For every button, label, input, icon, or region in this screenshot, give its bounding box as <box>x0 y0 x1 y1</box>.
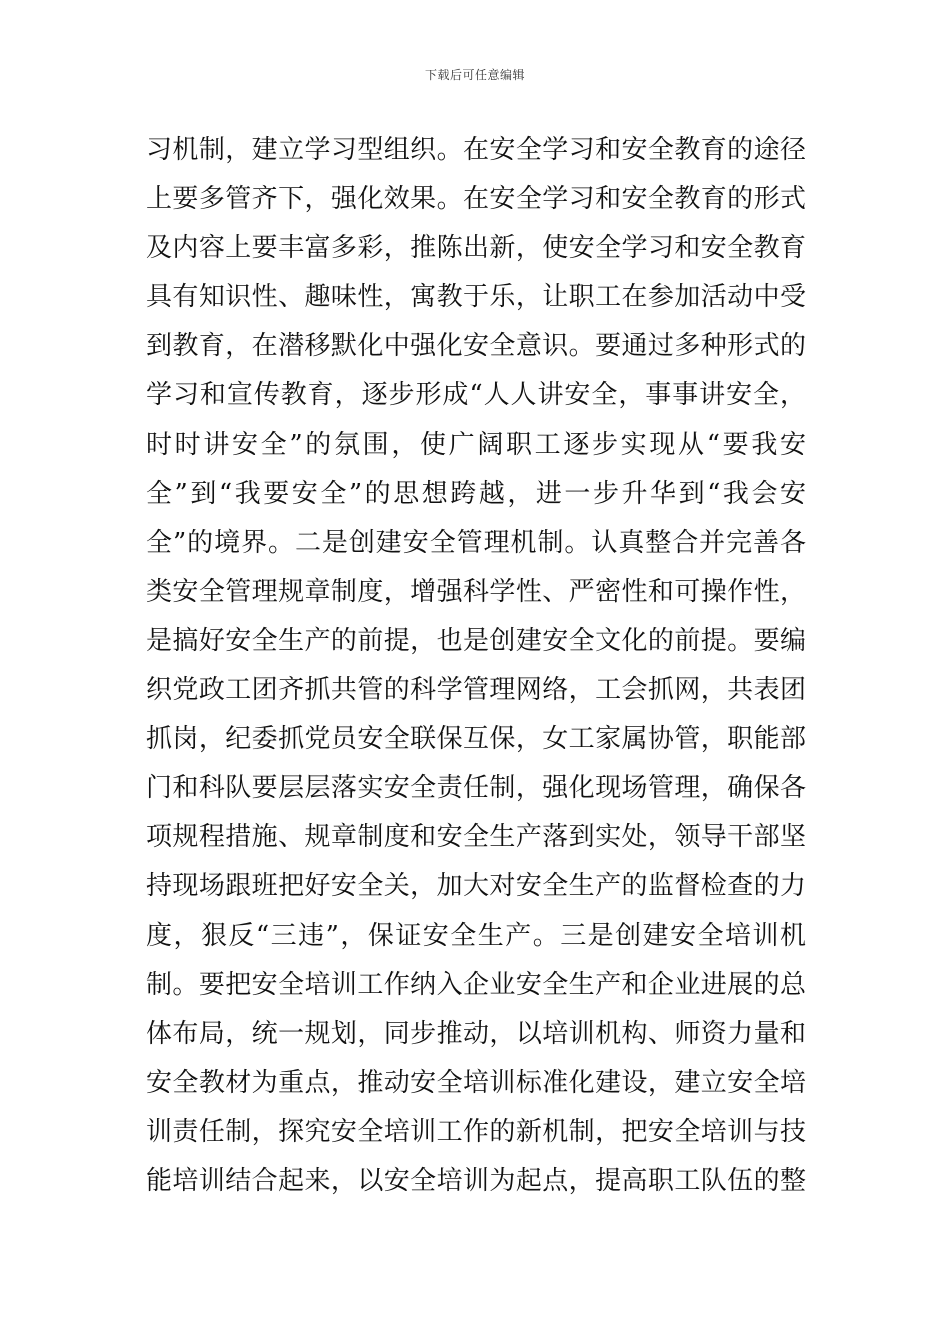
text-line: 全”的境界。二是创建安全管理机制。认真整合并完善各 <box>146 527 806 558</box>
document-body <box>146 126 806 1206</box>
text-line: 时时讲安全”的氛围，使广阔职工逐步实现从“要我安 <box>146 429 806 460</box>
text-line: 安全教材为重点，推动安全培训标准化建设，建立安全培 <box>146 1067 806 1098</box>
page-header: 下载后可任意编辑 <box>424 68 525 82</box>
text-line: 体布局，统一规划，同步推动，以培训机构、师资力量和 <box>146 1018 806 1049</box>
text-line: 持现场跟班把好安全关，加大对安全生产的监督检查的力 <box>146 871 806 902</box>
text-line: 门和科队要层层落实安全责任制，强化现场管理，确保各 <box>146 773 806 804</box>
text-line: 能培训结合起来，以安全培训为起点，提高职工队伍的整 <box>146 1165 806 1196</box>
text-line: 及内容上要丰富多彩，推陈出新，使安全学习和安全教育 <box>146 233 806 264</box>
text-line: 具有知识性、趣味性，寓教于乐，让职工在参加活动中受 <box>146 282 806 313</box>
text-line: 学习和宣传教育，逐步形成“人人讲安全，事事讲安全， <box>146 380 806 411</box>
text-line: 抓岗，纪委抓党员安全联保互保，女工家属协管，职能部 <box>146 724 806 755</box>
text-line: 制。要把安全培训工作纳入企业安全生产和企业进展的总 <box>146 969 806 1000</box>
text-line: 上要多管齐下，强化效果。在安全学习和安全教育的形式 <box>146 184 806 215</box>
text-line: 训责任制，探究安全培训工作的新机制，把安全培训与技 <box>146 1116 806 1147</box>
text-line: 类安全管理规章制度，增强科学性、严密性和可操作性， <box>146 576 806 607</box>
text-line: 度，狠反“三违”，保证安全生产。三是创建安全培训机 <box>146 920 806 951</box>
text-line: 织党政工团齐抓共管的科学管理网络，工会抓网，共表团 <box>146 675 806 706</box>
text-line: 是搞好安全生产的前提，也是创建安全文化的前提。要编 <box>146 625 806 656</box>
text-line: 到教育，在潜移默化中强化安全意识。要通过多种形式的 <box>146 331 806 362</box>
text-line: 习机制，建立学习型组织。在安全学习和安全教育的途径 <box>146 135 806 165</box>
text-line: 项规程措施、规章制度和安全生产落到实处，领导干部坚 <box>146 822 806 853</box>
text-line: 全”到“我要安全”的思想跨越，进一步升华到“我会安 <box>146 478 806 509</box>
